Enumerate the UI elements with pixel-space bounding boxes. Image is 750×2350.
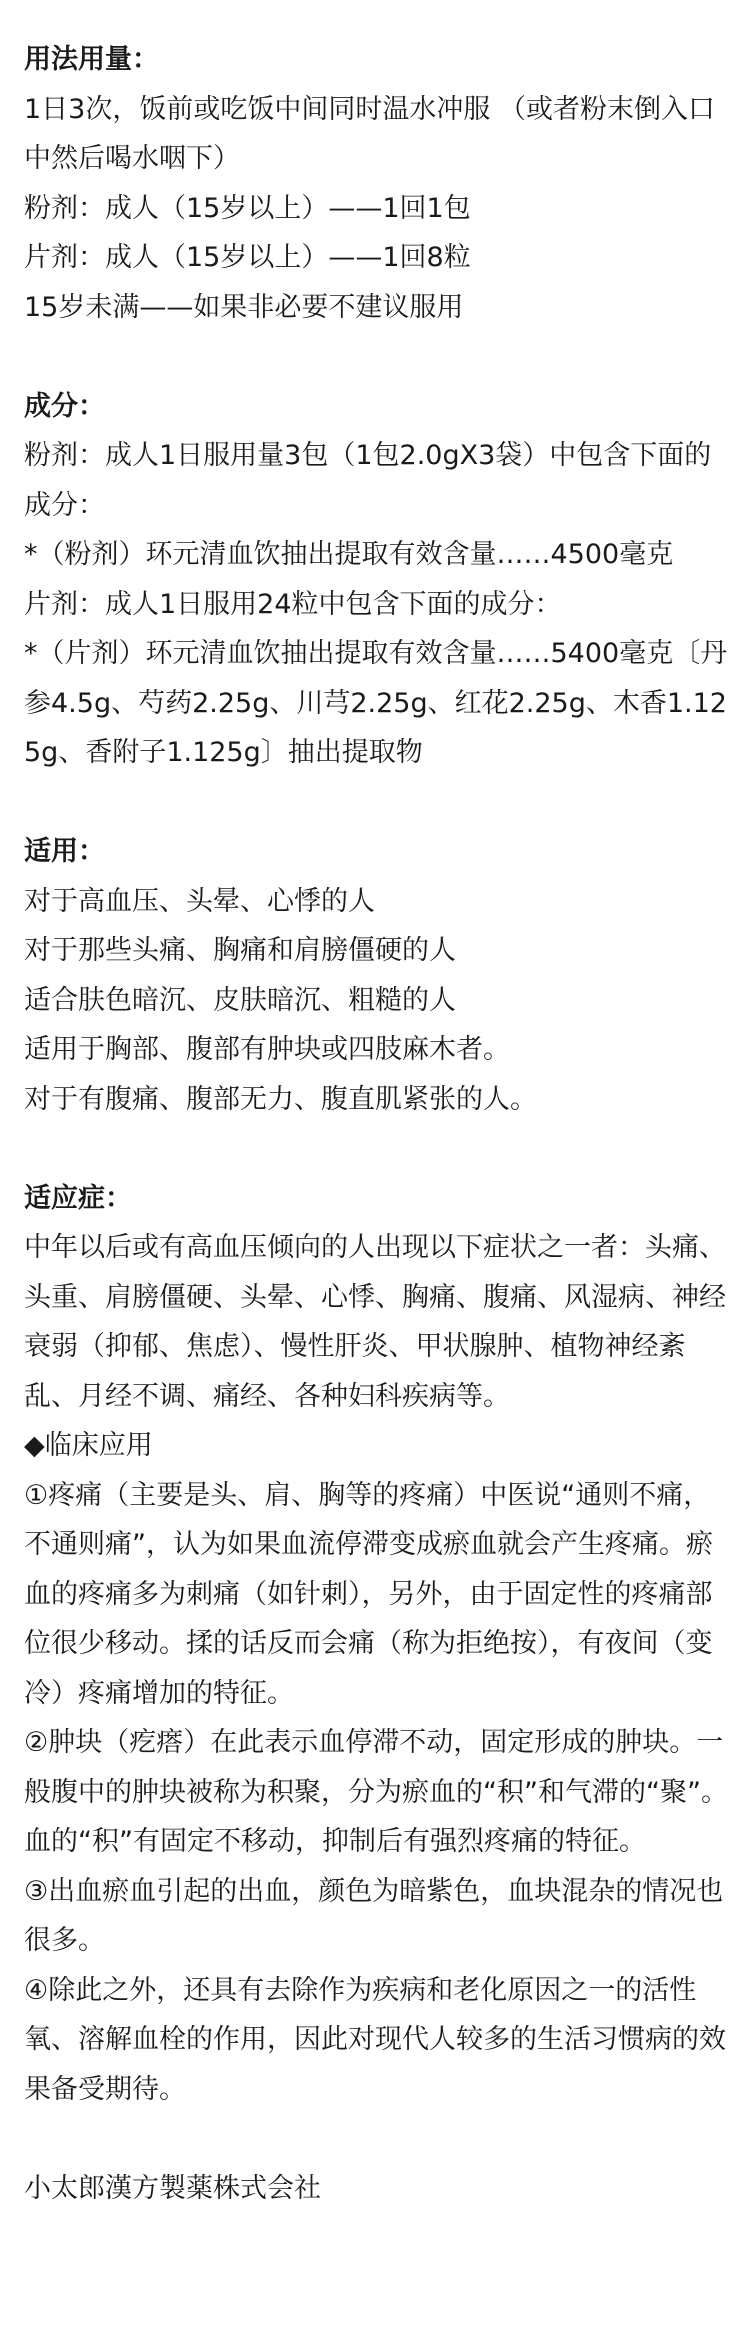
usage-line: 片剂：成人（15岁以上）——1回8粒 (24, 242, 471, 273)
indications-line: ③出血瘀血引起的出血，颜色为暗紫色，血块混杂的情况也很多。 (24, 1875, 724, 1956)
usage-heading: 用法用量： (24, 44, 159, 75)
section-gap (24, 332, 730, 382)
indications-line: ④除此之外，还具有去除作为疾病和老化原因之一的活性氧、溶解血栓的作用，因此对现代人较多的生活习惯病的效果备受期待。 (24, 1974, 726, 2105)
suitable-line: 适用于胸部、腹部有肿块或四肢麻木者。 (24, 1034, 510, 1065)
section-gap (24, 1124, 730, 1174)
usage-section (24, 35, 730, 332)
clinical-application-label: ◆临床应用 (24, 1430, 153, 1461)
indications-line: ①疼痛（主要是头、肩、胸等的疼痛）中医说“通则不痛，不通则痛”，认为如果血流停滞变成瘀血就会产生疼痛。瘀血的疼痛多为刺痛（如针刺），另外，由于固定性的疼痛部位很少移动。揉的话反而会痛（称为拒绝按），有夜间（变冷）疼痛增加的特征。 (24, 1479, 713, 1709)
suitable-heading: 适用： (24, 836, 105, 867)
usage-line: 15岁未满——如果非必要不建议服用 (24, 291, 464, 323)
ingredients-line: *（粉剂）环元清血饮抽出提取有效含量……4500毫克 (24, 539, 674, 570)
indications-section (24, 1174, 730, 2115)
document-body (24, 35, 730, 2213)
company-name: 小太郎漢方製薬株式会社 (24, 2172, 321, 2204)
suitable-section (24, 827, 730, 1124)
indications-line: ②肿块（疙瘩）在此表示血停滞不动，固定形成的肿块。一般腹中的肿块被称为积聚，分为瘀血的“积”和气滞的“聚”。血的“积”有固定不移动，抑制后有强烈疼痛的特征。 (24, 1727, 728, 1857)
ingredients-line: 片剂：成人1日服用24粒中包含下面的成分： (24, 588, 562, 620)
suitable-line: 对于高血压、头晕、心悸的人 (24, 885, 375, 917)
ingredients-section (24, 382, 730, 778)
suitable-line: 对于那些头痛、胸痛和肩膀僵硬的人 (24, 935, 456, 966)
section-gap (24, 2114, 730, 2164)
ingredients-line: 粉剂：成人1日服用量3包（1包2.0gX3袋）中包含下面的成分： (24, 440, 712, 521)
indications-heading: 适应症： (24, 1182, 132, 1214)
ingredients-line: *（片剂）环元清血饮抽出提取有效含量……5400毫克〔丹参4.5g、芍药2.25g、川芎2.25g、红花2.25g、木香1.125g、香附子1.125g〕抽出提取物 (24, 638, 728, 768)
usage-line: 1日3次，饭前或吃饭中间同时温水冲服 （或者粉末倒入口中然后喝水咽下） (24, 93, 715, 174)
usage-line: 粉剂：成人（15岁以上）——1回1包 (24, 192, 471, 224)
indications-line: 中年以后或有高血压倾向的人出现以下症状之一者：头痛、头重、肩膀僵硬、头晕、心悸、胸痛、腹痛、风湿病、神经衰弱（抑郁、焦虑）、慢性肝炎、甲状腺肿、植物神经紊乱、月经不调、痛经、各种妇科疾病等。 (24, 1232, 726, 1412)
suitable-line: 适合肤色暗沉、皮肤暗沉、粗糙的人 (24, 984, 456, 1016)
suitable-line: 对于有腹痛、腹部无力、腹直肌紧张的人。 (24, 1083, 537, 1115)
section-gap (24, 778, 730, 828)
ingredients-heading: 成分： (24, 390, 105, 422)
